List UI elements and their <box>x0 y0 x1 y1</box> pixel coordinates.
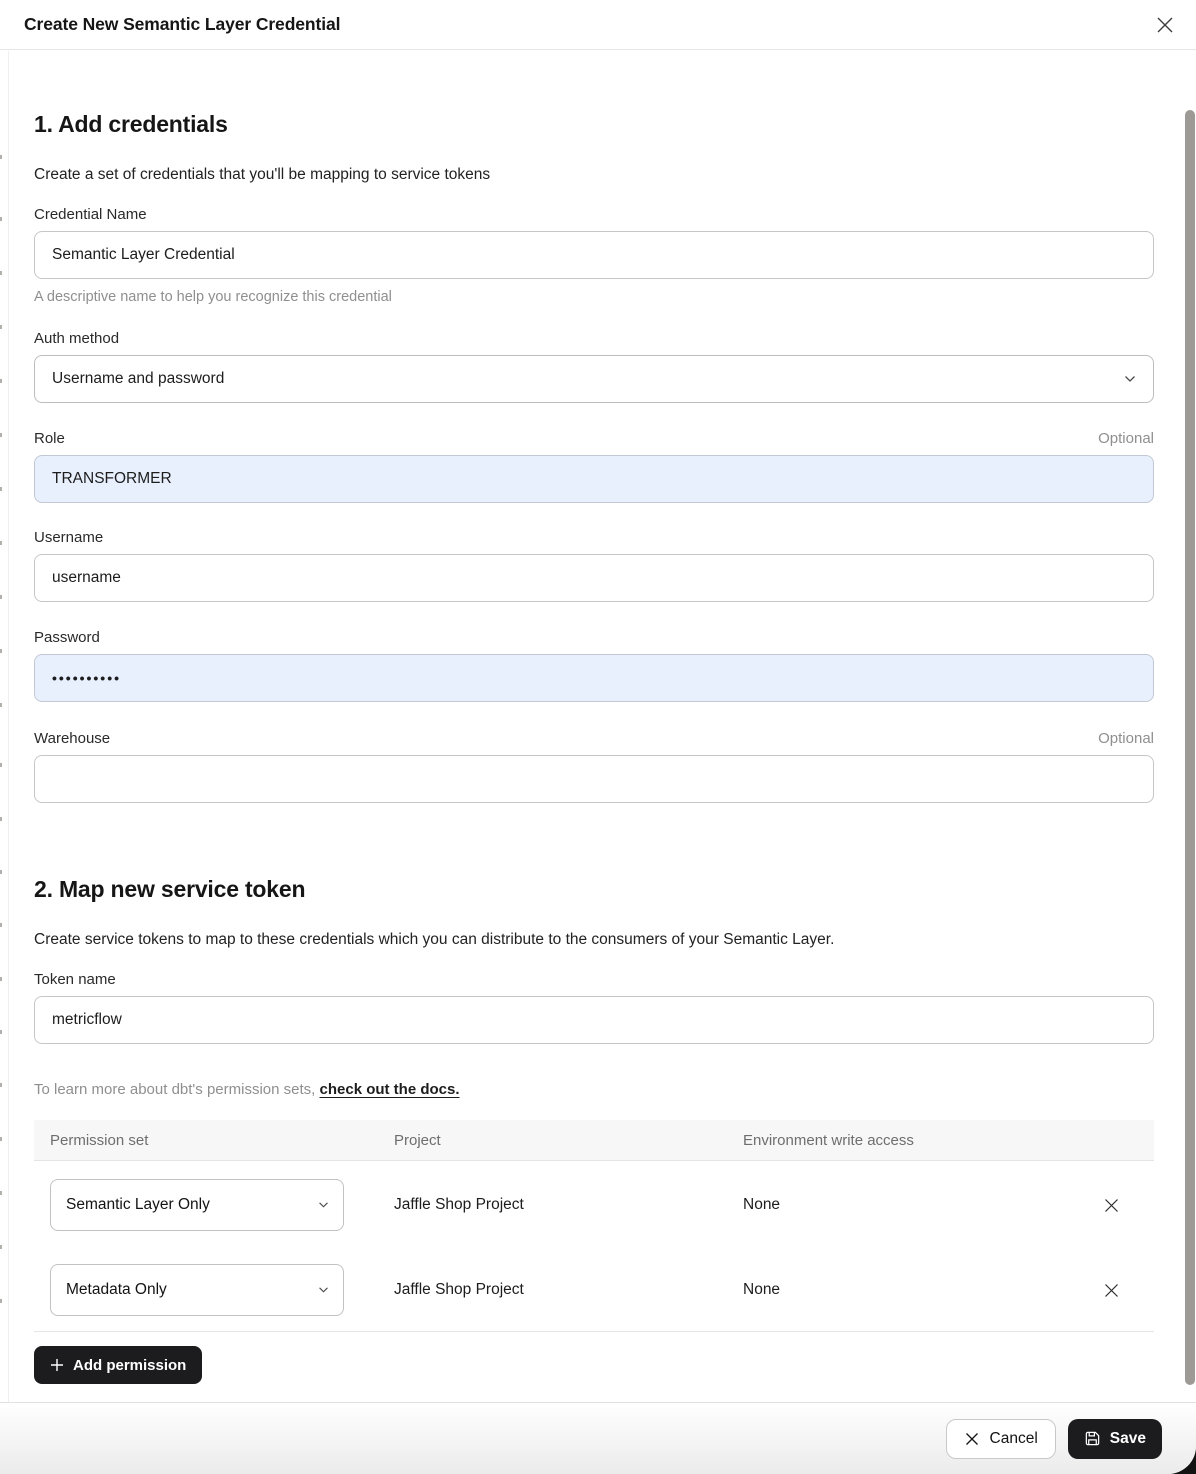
role-label: Role <box>34 430 65 447</box>
chevron-down-icon <box>318 1202 329 1209</box>
permission-set-select-row1[interactable] <box>50 1179 344 1231</box>
modal-body <box>0 110 1196 1384</box>
modal-footer <box>0 1402 1196 1474</box>
section-2-description: Create service tokens to map to these credentials which you can distribute to the consumers of your Semantic Layer. <box>34 931 835 948</box>
project-cell: Jaffle Shop Project <box>394 1196 524 1213</box>
section-1-description: Create a set of credentials that you'll be mapping to service tokens <box>34 166 491 183</box>
docs-link[interactable]: check out the docs. <box>319 1081 460 1098</box>
auth-method-select[interactable] <box>34 355 1154 403</box>
password-input[interactable] <box>34 654 1154 702</box>
save-button[interactable] <box>1068 1419 1162 1459</box>
modal-title: Create New Semantic Layer Credential <box>24 14 341 34</box>
chevron-down-icon <box>1124 375 1136 383</box>
add-permission-label: Add permission <box>73 1356 187 1374</box>
username-label: Username <box>34 529 104 546</box>
token-name-input[interactable] <box>34 996 1154 1044</box>
docs-note <box>34 1081 1154 1098</box>
plus-icon <box>50 1358 64 1372</box>
credential-name-input[interactable] <box>34 231 1154 279</box>
docs-note-text: To learn more about dbt's permission sets, <box>34 1081 320 1098</box>
table-row <box>34 1249 1154 1332</box>
env-write-cell: None <box>743 1281 781 1298</box>
warehouse-label: Warehouse <box>34 730 111 747</box>
username-input[interactable] <box>34 554 1154 602</box>
project-cell: Jaffle Shop Project <box>394 1281 524 1298</box>
header-permission-set: Permission set <box>50 1131 149 1149</box>
save-disk-icon <box>1084 1430 1101 1447</box>
header-project: Project <box>394 1131 441 1149</box>
permissions-table <box>34 1120 1154 1332</box>
auth-method-value: Username and password <box>52 370 225 387</box>
chevron-down-icon <box>318 1287 329 1294</box>
warehouse-input[interactable] <box>34 755 1154 803</box>
credential-name-label: Credential Name <box>34 206 147 223</box>
remove-row-icon[interactable] <box>1095 1274 1127 1306</box>
add-permission-button[interactable] <box>34 1346 202 1384</box>
token-name-label: Token name <box>34 971 116 988</box>
cancel-x-icon <box>964 1431 980 1447</box>
permission-set-value: Metadata Only <box>66 1281 167 1298</box>
remove-row-icon[interactable] <box>1095 1189 1127 1221</box>
modal-header <box>0 0 1196 50</box>
role-optional-badge: Optional <box>1098 430 1154 447</box>
warehouse-optional-badge: Optional <box>1098 730 1154 747</box>
section-2-heading: 2. Map new service token <box>34 876 306 902</box>
scrollbar[interactable] <box>1185 110 1195 1385</box>
cancel-label: Cancel <box>989 1429 1038 1447</box>
header-env-write-access: Environment write access <box>743 1131 914 1149</box>
auth-method-label: Auth method <box>34 330 120 347</box>
table-row <box>34 1161 1154 1249</box>
credential-name-helper: A descriptive name to help you recognize this credential <box>34 289 392 305</box>
role-input[interactable] <box>34 455 1154 503</box>
section-1-heading: 1. Add credentials <box>34 111 228 137</box>
close-icon[interactable] <box>1152 12 1178 38</box>
env-write-cell: None <box>743 1196 781 1213</box>
permission-set-select-row2[interactable] <box>50 1264 344 1316</box>
cancel-button[interactable] <box>946 1419 1056 1459</box>
save-label: Save <box>1109 1429 1146 1447</box>
permissions-table-header <box>34 1120 1154 1161</box>
password-label: Password <box>34 629 100 646</box>
permission-set-value: Semantic Layer Only <box>66 1196 210 1213</box>
left-panel-edge <box>8 51 9 1402</box>
